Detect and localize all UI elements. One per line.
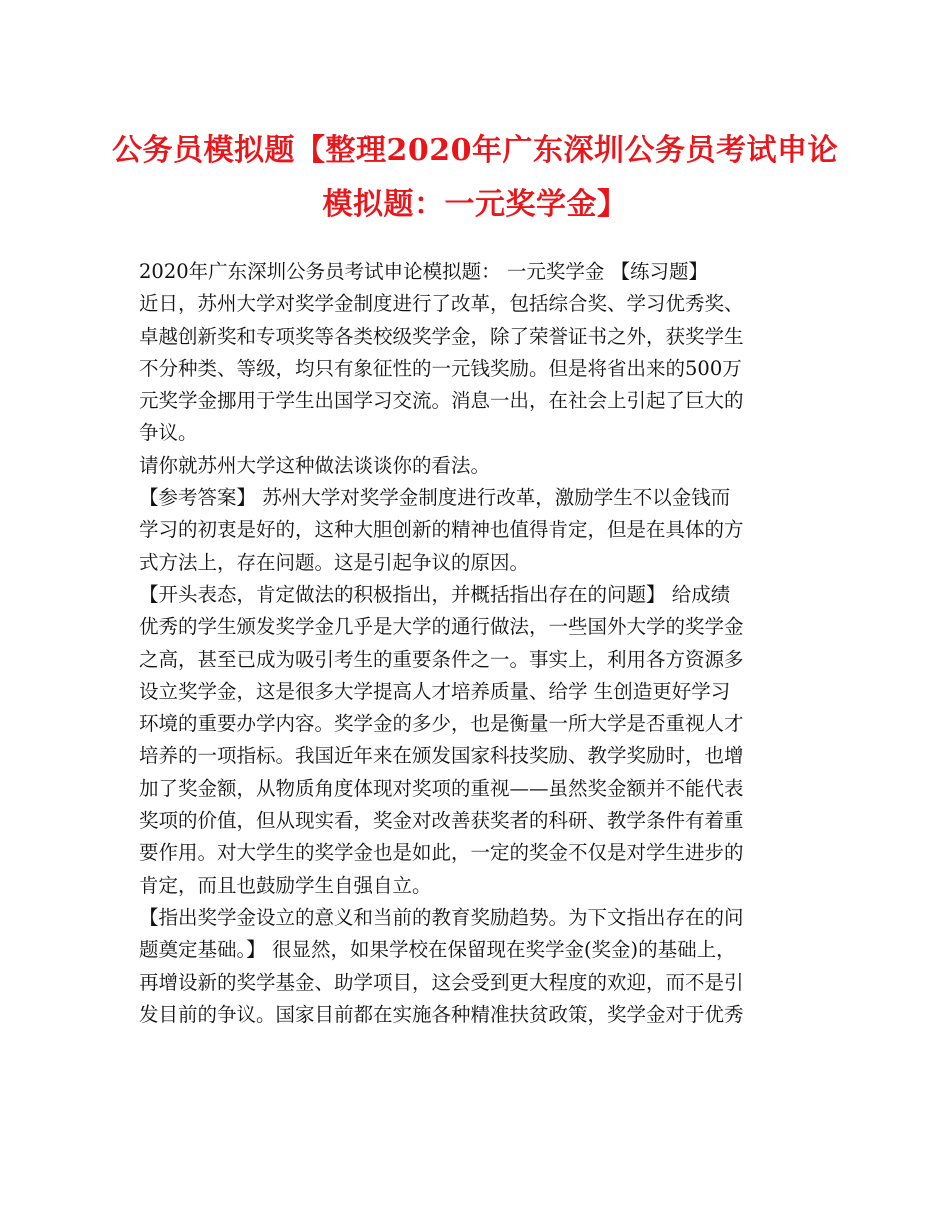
body-line: 培养的一项指标。我国近年来在颁发国家科技奖励、教学奖励时，也增 xyxy=(139,744,744,768)
body-line: 争议。 xyxy=(139,421,198,445)
body-line: 加了奖金额，从物质角度体现对奖项的重视——虽然奖金额并不能代表 xyxy=(139,776,744,800)
body-line: 元奖学金挪用于学生出国学习交流。消息一出，在社会上引起了巨大的 xyxy=(139,389,744,413)
body-line: 肯定，而且也鼓励学生自强自立。 xyxy=(139,873,432,897)
body-line: 题奠定基础。】 很显然，如果学校在保留现在奖学金(奖金)的基础上， xyxy=(139,938,736,962)
section-note-line: 【指出奖学金设立的意义和当前的教育奖励趋势。为下文指出存在的问 xyxy=(139,905,744,929)
body-line: 学习的初衷是好的，这种大胆创新的精神也值得肯定，但是在具体的方 xyxy=(139,518,744,542)
document-title xyxy=(100,124,850,232)
body-line: 2020年广东深圳公务员考试申论模拟题： 一元奖学金 【练习题】 xyxy=(139,260,709,283)
title-line: 公务员模拟题【整理2020年广东深圳公务员考试申论 xyxy=(112,133,838,168)
body-line: 要作用。对大学生的奖学金也是如此，一定的奖金不仅是对学生进步的 xyxy=(139,841,744,865)
body-line: 之高，甚至已成为吸引考生的重要条件之一。事实上，利用各方资源多 xyxy=(139,647,744,671)
document-body xyxy=(139,256,819,1031)
body-line: 发目前的争议。国家目前都在实施各种精准扶贫政策，奖学金对于优秀 xyxy=(139,1002,744,1026)
body-line: 卓越创新奖和专项奖等各类校级奖学金，除了荣誉证书之外，获奖学生 xyxy=(139,324,744,348)
section-note-line: 【开头表态，肯定做法的积极指出，并概括指出存在的问题】 给成绩 xyxy=(139,582,731,606)
answer-line: 【参考答案】 苏州大学对奖学金制度进行改革，激励学生不以金钱而 xyxy=(139,486,731,510)
body-line: 优秀的学生颁发奖学金几乎是大学的通行做法，一些国外大学的奖学金 xyxy=(139,615,744,639)
body-line: 近日，苏州大学对奖学金制度进行了改革，包括综合奖、学习优秀奖、 xyxy=(139,292,744,316)
body-line: 再增设新的奖学基金、助学项目，这会受到更大程度的欢迎，而不是引 xyxy=(139,970,744,994)
question-line: 请你就苏州大学这种做法谈谈你的看法。 xyxy=(139,453,491,477)
body-line: 不分种类、等级，均只有象征性的一元钱奖励。但是将省出来的500万 xyxy=(139,356,742,380)
title-line: 模拟题：一元奖学金】 xyxy=(322,187,628,222)
body-line: 式方法上，存在问题。这是引起争议的原因。 xyxy=(139,550,530,574)
body-line: 奖项的价值，但从现实看，奖金对改善获奖者的科研、教学条件有着重 xyxy=(139,809,744,833)
body-line: 设立奖学金，这是很多大学提高人才培养质量、给学 生创造更好学习 xyxy=(139,679,731,703)
body-line: 环境的重要办学内容。奖学金的多少，也是衡量一所大学是否重视人才 xyxy=(139,712,744,736)
